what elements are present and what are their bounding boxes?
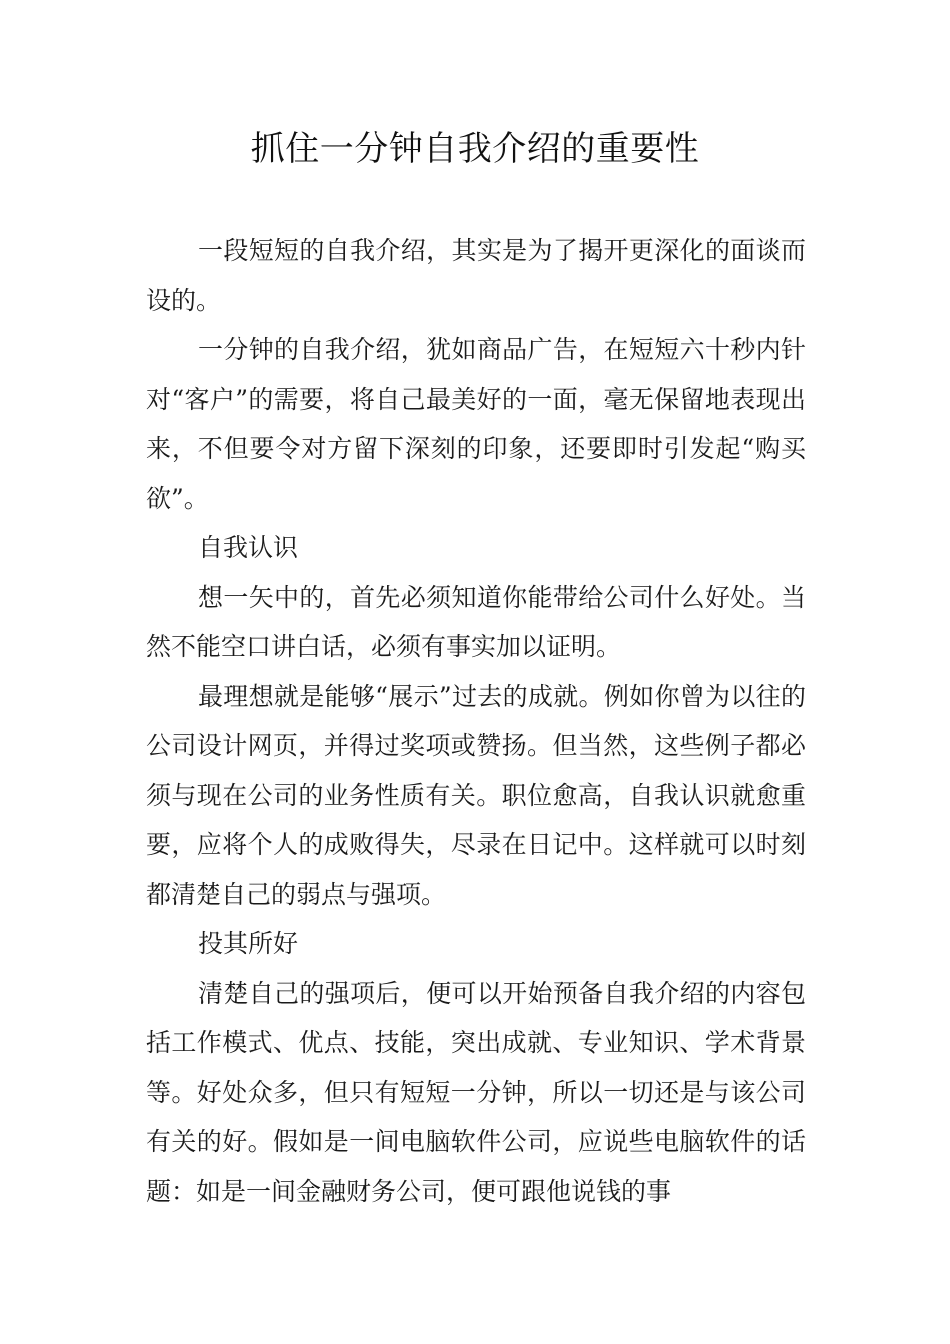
paragraph-prepare-content: 清楚自己的强项后，便可以开始预备自我介绍的内容包括工作模式、优点、技能，突出成就、专业知识、学术背景等。好处众多，但只有短短一分钟，所以一切还是与该公司有关的好。假如是一间电脑软件公司，应说些电脑软件的话题：如是一间金融财务公司，便可跟他说钱的事 — [146, 978, 806, 1206]
section-heading-self-knowledge: 自我认识 — [198, 533, 299, 562]
document-title: 抓住一分钟自我介绍的重要性 — [250, 129, 700, 169]
paragraph-advertisement: 一分钟的自我介绍，犹如商品广告，在短短六十秒内针对“客户”的需要，将自己最美好的一面，毫无保留地表现出来，不但要令对方留下深刻的印象，还要即时引发起“购买欲”。 — [146, 335, 806, 513]
paragraph-know-benefits: 想一矢中的，首先必须知道你能带给公司什么好处。当然不能空口讲白话，必须有事实加以证明。 — [146, 582, 806, 661]
paragraph-intro: 一段短短的自我介绍，其实是为了揭开更深化的面谈而设的。 — [146, 236, 806, 315]
paragraph-show-achievements: 最理想就是能够“展示”过去的成就。例如你曾为以往的公司设计网页，并得过奖项或赞扬。但当然，这些例子都必须与现在公司的业务性质有关。职位愈高，自我认识就愈重要，应将个人的成败得失，尽录在日记中。这样就可以时刻都清楚自己的弱点与强项。 — [146, 681, 806, 909]
section-heading-cater-to-needs: 投其所好 — [198, 929, 299, 958]
document-body — [146, 226, 806, 1216]
